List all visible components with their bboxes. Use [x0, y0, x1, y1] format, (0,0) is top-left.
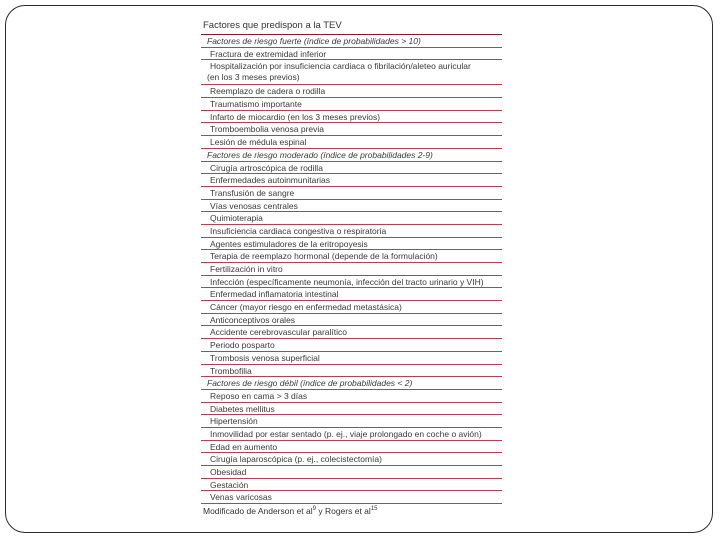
- table-row: Terapia de reemplazo hormonal (depende de la formulación): [201, 250, 502, 263]
- footnote-ref: 9: [312, 506, 316, 513]
- table-row: Diabetes mellitus: [201, 403, 502, 416]
- table-row: Reemplazo de cadera o rodilla: [201, 85, 502, 98]
- category-moderate: Factores de riesgo moderado (índice de probabilidades 2-9): [201, 149, 502, 162]
- row-line-continued: (en los 3 meses previos): [207, 72, 300, 83]
- table-row: Cáncer (mayor riesgo en enfermedad metastásica): [201, 301, 502, 314]
- table-row: Infección (específicamente neumonía, infección del tracto urinario y VIH): [201, 276, 502, 289]
- table-row: Traumatismo importante: [201, 98, 502, 111]
- table-row: Reposo en cama > 3 días: [201, 390, 502, 403]
- footnote-ref: 15: [370, 506, 378, 513]
- table-row: Fractura de extremidad inferior: [201, 48, 502, 61]
- table-row: Quimioterapia: [201, 212, 502, 225]
- table-row: Transfusión de sangre: [201, 187, 502, 200]
- category-weak: Factores de riesgo débil (índice de probabilidades < 2): [201, 377, 502, 390]
- table-row: Venas varicosas: [201, 491, 502, 504]
- table-row: Hipertensión: [201, 415, 502, 428]
- table-row: Inmovilidad por estar sentado (p. ej., viaje prolongado en coche o avión): [201, 428, 502, 441]
- table-row: Fertilización in vitro: [201, 263, 502, 276]
- table-row: Agentes estimuladores de la eritropoyesis: [201, 238, 502, 251]
- table-row: Vías venosas centrales: [201, 200, 502, 213]
- table-row: Anticonceptivos orales: [201, 314, 502, 327]
- table-title: Factores que predispon a la TEV: [203, 20, 342, 31]
- footnote-text: Modificado de Anderson et al: [203, 506, 313, 517]
- table-row: Cirugía laparoscópica (p. ej., colecistectomía): [201, 453, 502, 466]
- table-row: Infarto de miocardio (en los 3 meses previos): [201, 111, 502, 124]
- table-row: Edad en aumento: [201, 441, 502, 454]
- table-row: Enfermedad inflamatoria intestinal: [201, 288, 502, 301]
- table-row: Cirugía artroscópica de rodilla: [201, 162, 502, 175]
- row-line: Hospitalización por insuficiencia cardiaca o fibrilación/aleteo auricular: [210, 61, 471, 72]
- table-row: Lesión de médula espinal: [201, 136, 502, 149]
- table-row: Trombofilia: [201, 365, 502, 378]
- table-row: Enfermedades autoinmunitarias: [201, 174, 502, 187]
- table-row: Tromboembolia venosa previa: [201, 123, 502, 136]
- table-row: Obesidad: [201, 466, 502, 479]
- table-row: [201, 60, 502, 85]
- table-row: Periodo posparto: [201, 339, 502, 352]
- footnote-text-mid: y Rogers et al: [315, 506, 371, 517]
- table-row: Accidente cerebrovascular paralítico: [201, 326, 502, 339]
- table-row: Trombosis venosa superficial: [201, 352, 502, 365]
- table-row: Gestación: [201, 479, 502, 492]
- risk-factor-table: [201, 20, 502, 517]
- category-strong: Factores de riesgo fuerte (índice de probabilidades > 10): [201, 35, 502, 48]
- table-footnote: [201, 505, 502, 517]
- table-row: Insuficiencia cardiaca congestiva o respiratoria: [201, 225, 502, 238]
